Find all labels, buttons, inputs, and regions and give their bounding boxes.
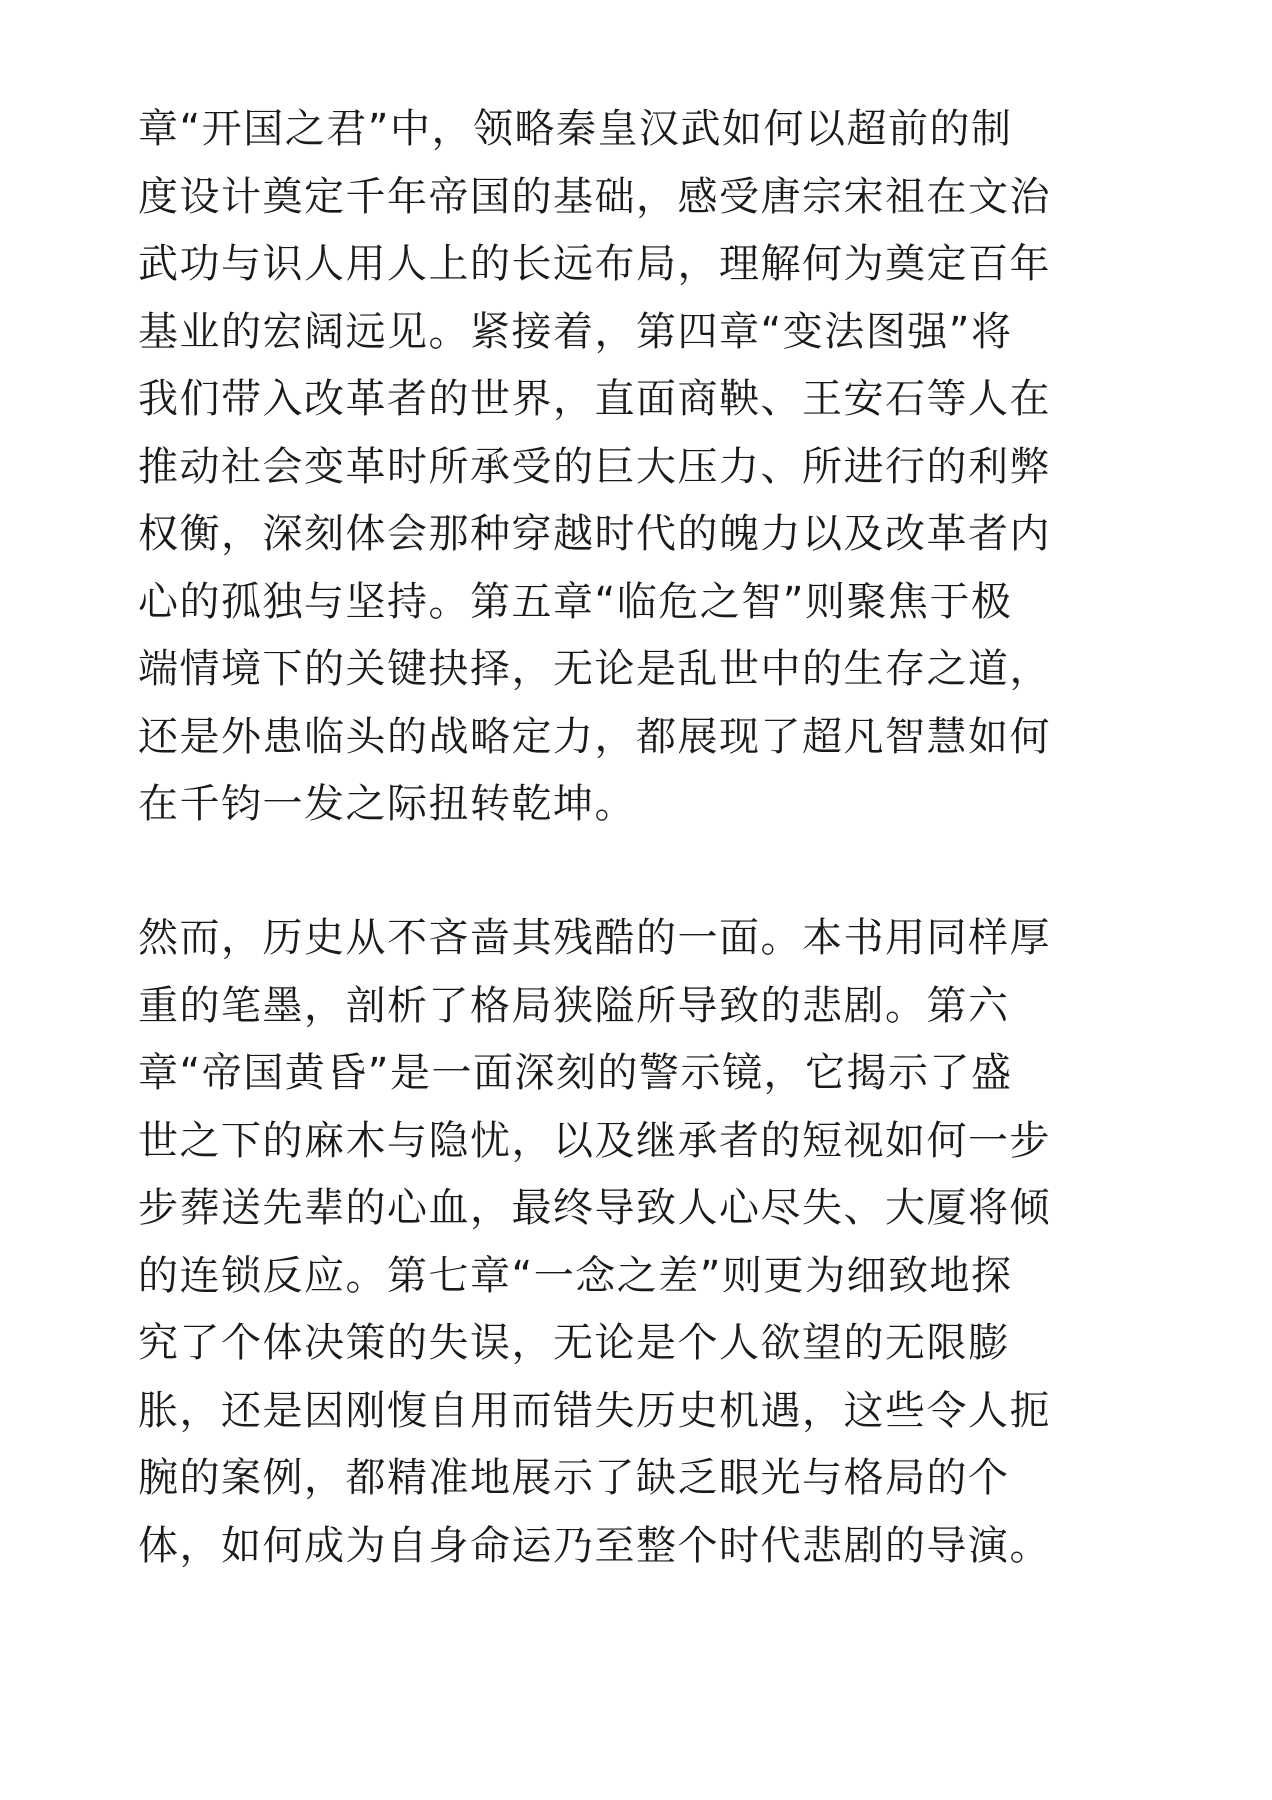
text-line: 章“开国之君”中，领略秦皇汉武如何以超前的制 [138,106,1013,152]
text-line: 的连锁反应。第七章“一念之差”则更为细致地探 [138,1252,1013,1299]
text-line: 心的孤独与坚持。第五章“临危之智”则聚焦于极 [138,578,1013,625]
text-line: 度设计奠定千年帝国的基础，感受唐宗宋祖在文治 [138,173,1051,220]
text-line: 推动社会变革时所承受的巨大压力、所进行的利弊 [138,443,1051,490]
text-line: 在千钧一发之际扭转乾坤。 [138,781,636,827]
text-line: 究了个体决策的失误，无论是个人欲望的无限膨 [138,1320,1010,1366]
text-line: 武功与识人用人上的长远布局，理解何为奠定百年 [138,241,1051,287]
text-line: 我们带入改革者的世界，直面商鞅、王安石等人在 [138,376,1051,422]
paragraph-2 [138,905,1148,1580]
text-line: 然而，历史从不吝啬其残酷的一面。本书用同样厚 [138,915,1051,961]
text-line: 胀，还是因刚愎自用而错失历史机遇，这些令人扼 [138,1387,1051,1434]
text-line: 体，如何成为自身命运乃至整个时代悲剧的导演。 [138,1522,1051,1569]
text-line: 基业的宏阔远见。紧接着，第四章“变法图强”将 [138,308,1013,355]
text-line: 重的笔墨，剖析了格局狭隘所导致的悲剧。第六 [138,982,1010,1029]
text-line: 端情境下的关键抉择，无论是乱世中的生存之道， [138,646,1051,692]
text-line: 章“帝国黄昏”是一面深刻的警示镜，它揭示了盛 [138,1050,1013,1096]
text-line: 步葬送先辈的心血，最终导致人心尽失、大厦将倾 [138,1185,1051,1231]
text-line: 还是外患临头的战略定力，都展现了超凡智慧如何 [138,713,1051,760]
text-line: 权衡，深刻体会那种穿越时代的魄力以及改革者内 [138,511,1051,557]
text-line: 腕的案例，都精准地展示了缺乏眼光与格局的个 [138,1455,1010,1501]
paragraph-1 [138,96,1148,839]
text-line: 世之下的麻木与隐忧，以及继承者的短视如何一步 [138,1117,1051,1164]
